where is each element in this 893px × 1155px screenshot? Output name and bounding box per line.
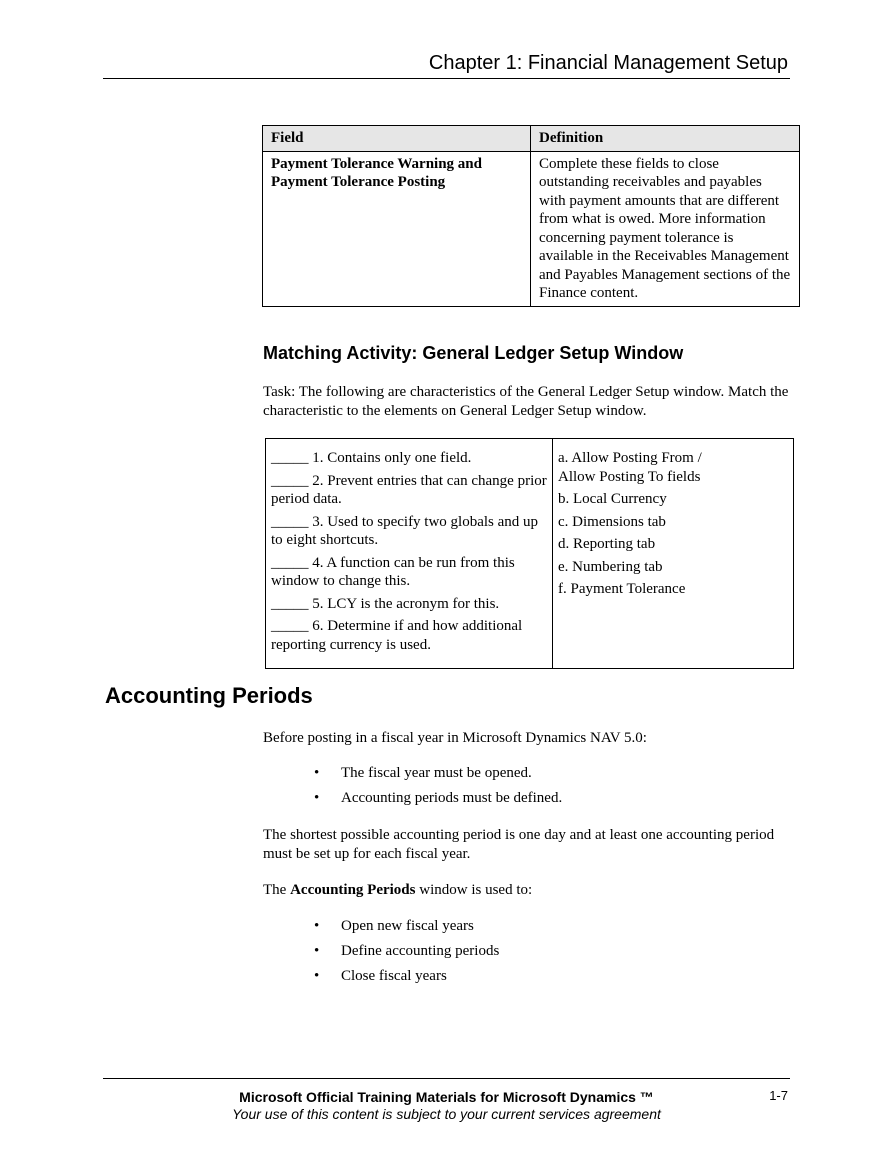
answer-item: b. Local Currency [558, 491, 667, 507]
bold-window-name: Accounting Periods [290, 882, 416, 898]
bullet-list [314, 761, 562, 811]
matching-table [265, 438, 794, 669]
paragraph: The shortest possible accounting period is one day and at least one accounting period must be set up for each fiscal year. [263, 827, 775, 862]
footer-notice: Your use of this content is subject to your current services agreement [232, 1106, 661, 1122]
matching-item: _____ 3. Used to specify two globals and up to eight shortcuts. [271, 513, 539, 548]
intro-paragraph: Before posting in a fiscal year in Microsoft Dynamics NAV 5.0: [263, 730, 647, 746]
answer-item: d. Reporting tab [558, 536, 656, 552]
answer-item: e. Numbering tab [558, 558, 663, 575]
paragraph [263, 881, 793, 900]
characteristics-cell [266, 439, 553, 669]
list-item: • Open new fiscal years [314, 914, 499, 939]
definition-cell: Complete these fields to close outstanding receivables and payables with payment amounts that are different from what is owed. More information concerning payment tolerance is available in the Receivables Management and Payables Management sections of the Finance content. [531, 151, 800, 306]
footer-title: Microsoft Official Training Materials for Microsoft Dynamics ™ [239, 1089, 654, 1105]
header-rule [103, 78, 790, 79]
matching-item: _____ 4. A function can be run from this window to change this. [271, 554, 515, 589]
section-heading: Accounting Periods [105, 683, 313, 708]
column-header-definition: Definition [531, 126, 800, 152]
matching-item: _____ 1. Contains only one field. [271, 450, 472, 466]
list-item: • Define accounting periods [314, 939, 499, 964]
paragraph-text: window is used to: [415, 882, 533, 898]
answer-item: c. Dimensions tab [558, 513, 666, 530]
page-number: 1-7 [769, 1088, 788, 1103]
table-row [263, 151, 800, 306]
list-item: • Accounting periods must be defined. [314, 786, 562, 811]
matching-item: _____ 6. Determine if and how additional reporting currency is used. [271, 618, 523, 653]
definition-table [262, 125, 800, 307]
chapter-title: Chapter 1: Financial Management Setup [428, 52, 788, 74]
answer-item: a. Allow Posting From / Allow Posting To fields [558, 450, 702, 485]
list-item: • The fiscal year must be opened. [314, 761, 562, 786]
matching-item: _____ 5. LCY is the acronym for this. [271, 595, 500, 612]
answers-cell [553, 439, 794, 669]
matching-task: Task: The following are characteristics of the General Ledger Setup window. Match the characteristic to the elements on General Ledger Setup window. [263, 384, 789, 419]
matching-item: _____ 2. Prevent entries that can change prior period data. [271, 472, 547, 507]
paragraph-text: The [263, 882, 291, 898]
matching-row [266, 439, 794, 669]
bullet-list [314, 914, 499, 989]
footer-rule [103, 1078, 790, 1079]
column-header-field: Field [263, 126, 531, 152]
table-header-row [263, 126, 800, 152]
matching-heading: Matching Activity: General Ledger Setup Window [263, 343, 684, 363]
list-item: • Close fiscal years [314, 964, 499, 989]
field-cell: Payment Tolerance Warning and Payment Tolerance Posting [263, 151, 531, 306]
answer-item: f. Payment Tolerance [558, 581, 686, 597]
